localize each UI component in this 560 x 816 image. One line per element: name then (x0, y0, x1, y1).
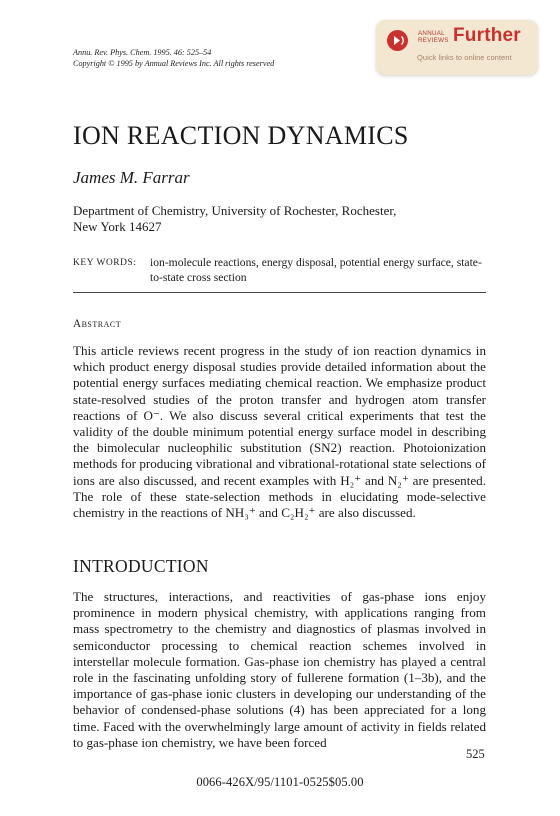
page-number: 525 (466, 747, 485, 761)
annual-reviews-further-badge[interactable] (376, 20, 538, 75)
section-divider (73, 292, 486, 293)
annual-label: ANNUAL (418, 30, 445, 37)
introduction-heading: INTRODUCTION (73, 556, 209, 576)
keywords-text: ion-molecule reactions, energy disposal, potential energy surface, state-to-state cross section (150, 256, 482, 284)
further-label: Further (453, 25, 521, 46)
affiliation-line-2: New York 14627 (73, 219, 162, 234)
citation-line-1: Annu. Rev. Phys. Chem. 1995. 46: 525–54 (73, 48, 212, 57)
annual-reviews-logo-text (418, 30, 449, 44)
citation-line-2: Copyright © 1995 by Annual Reviews Inc. All rights reserved (73, 59, 275, 68)
abstract-heading: Abstract (73, 318, 122, 330)
quick-links-text: Quick links to online content (417, 53, 512, 62)
reviews-label: REVIEWS (418, 37, 449, 44)
article-author: James M. Farrar (73, 168, 190, 187)
keywords-label: KEY WORDS: (73, 258, 137, 268)
introduction-text: The structures, interactions, and reactivities of gas-phase ions enjoy prominence in modern physical chemistry, with applications ranging from mass spectrometry to the chemistry and diagnostics of plasmas involved in semiconductor processing to chemical reaction schemes involved in interstellar molecule formation. Gas-phase ion chemistry has played a central role in the fascinating unfolding story of fullerene formation (1–3b), and the importance of gas-phase ionic clusters in developing our understanding of the behavior of condensed-phase solutions (4) has been appreciated for a long time. Faced with the overwhelmingly large amount of activity in fields related to gas-phase ion chemistry, we have been forced (73, 589, 486, 750)
article-title: ION REACTION DYNAMICS (73, 121, 409, 150)
article-code: 0066-426X/95/1101-0525$05.00 (196, 775, 364, 789)
speaker-play-icon (387, 30, 408, 51)
affiliation-line-1: Department of Chemistry, University of Rochester, Rochester, (73, 203, 397, 218)
journal-citation (73, 47, 274, 69)
author-affiliation (73, 203, 396, 235)
abstract-text: This article reviews recent progress in the study of ion reaction dynamics in which product energy disposal studies provide detailed information about the potential energy surfaces mediating chemical reaction. We emphasize product state-resolved studies of the proton transfer and hydrogen atom transfer reactions of O⁻. We also discuss several critical experiments that test the validity of the double minimum potential energy surface model in describing the bimolecular nucleophilic substitution (SN2) reaction. Photoionization methods for producing vibrational and vibrational-rotational state selections of ions are also discussed, and recent examples with H₂⁺ and N₂⁺ are presented. The role of these state-selection methods in elucidating mode-selective chemistry in the reactions of NH₃⁺ and C₂H₂⁺ are also discussed. (73, 343, 486, 521)
